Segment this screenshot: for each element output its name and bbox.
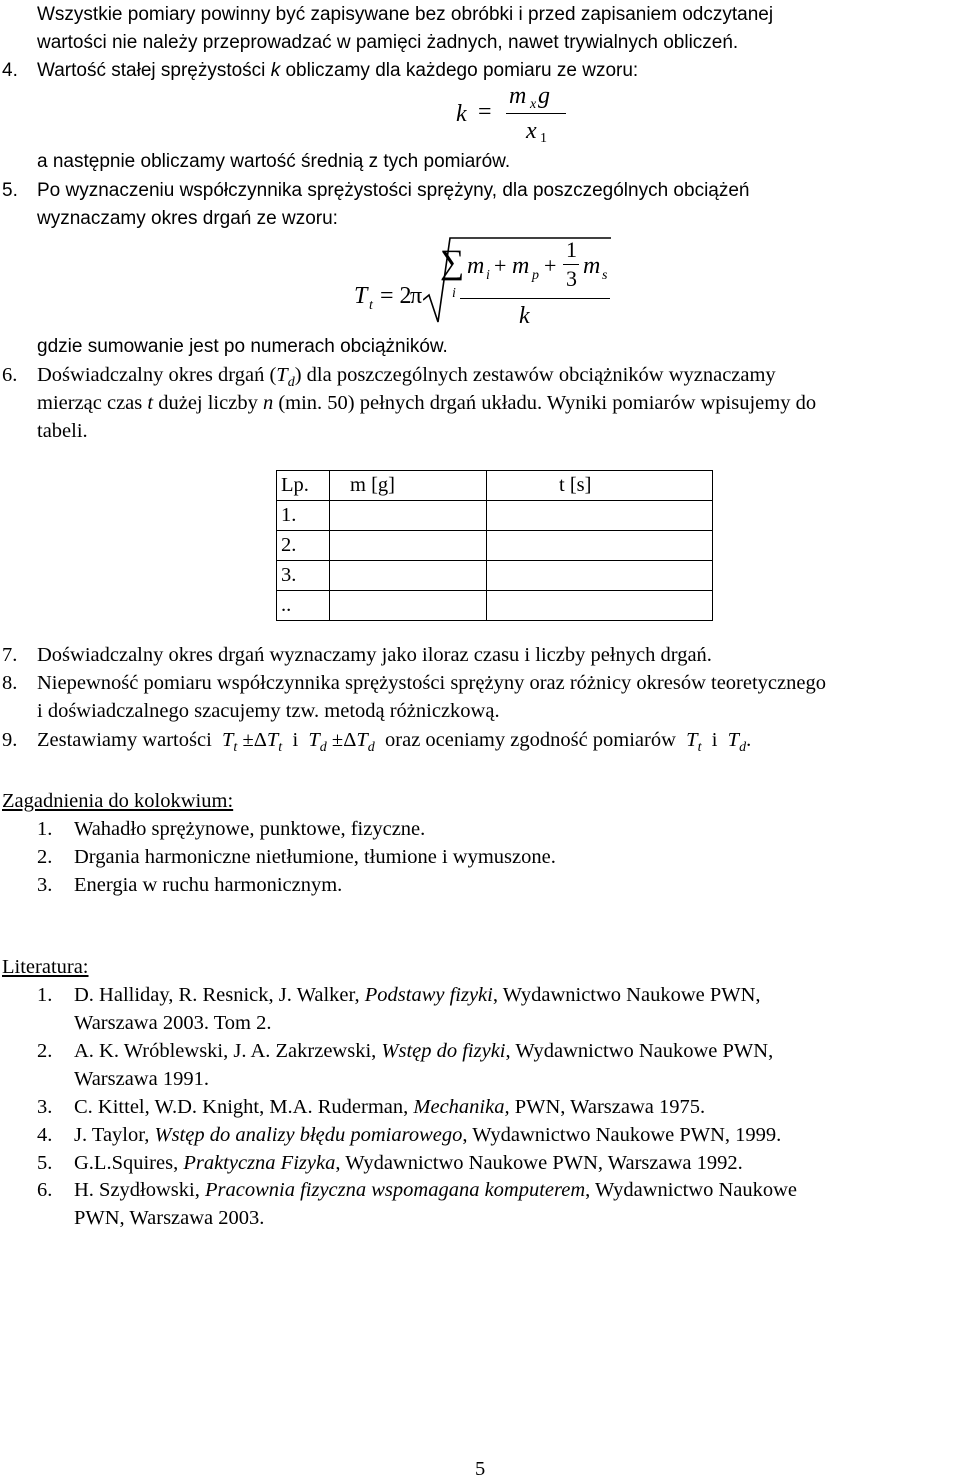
header-lp: Lp.	[277, 471, 330, 501]
table-cell	[330, 531, 487, 561]
page-number: 5	[475, 1458, 486, 1480]
step-8-line-1: Niepewność pomiaru współczynnika sprężystości sprężyny oraz różnicy okresów teoretycznego	[37, 672, 826, 694]
table-cell: ..	[277, 591, 330, 621]
table-cell	[487, 501, 713, 531]
table-cell	[487, 531, 713, 561]
step-7-number: 7.	[2, 644, 18, 666]
step-9-number: 9.	[2, 729, 18, 751]
step-4-number: 4.	[2, 60, 18, 81]
step-8-number: 8.	[2, 672, 18, 694]
step-5-line-1: Po wyznaczeniu współczynnika sprężystości sprężyny, dla poszczególnych obciążeń	[37, 180, 750, 201]
table-cell: 2.	[277, 531, 330, 561]
literature-entry: A. K. Wróblewski, J. A. Zakrzewski, Wstęp do fizyki, Wydawnictwo Naukowe PWN,	[74, 1040, 774, 1062]
fraction-bar-third	[563, 264, 579, 265]
literature-number: 1.	[37, 984, 53, 1006]
step-5-number: 5.	[2, 180, 18, 201]
question-text: Drgania harmoniczne nietłumione, tłumione i wymuszone.	[74, 846, 556, 868]
table-cell	[330, 561, 487, 591]
fraction-bar	[506, 113, 566, 114]
table-cell	[330, 591, 487, 621]
intro-line-2: wartości nie należy przeprowadzać w pamięci żadnych, nawet trywialnych obliczeń.	[37, 32, 739, 53]
intro-line-1: Wszystkie pomiary powinny być zapisywane bez obróbki i przed zapisaniem odczytanej	[37, 4, 774, 25]
table-header-row	[277, 471, 713, 501]
step-5-line-2: wyznaczamy okres drgań ze wzoru:	[37, 208, 338, 229]
question-text: Wahadło sprężynowe, punktowe, fizyczne.	[74, 818, 426, 840]
question-text: Energia w ruchu harmonicznym.	[74, 874, 343, 896]
step-7-text: Doświadczalny okres drgań wyznaczamy jako iloraz czasu i liczby pełnych drgań.	[37, 644, 712, 666]
literature-entry-cont: Warszawa 1991.	[74, 1068, 209, 1090]
table-cell	[487, 591, 713, 621]
literature-number: 3.	[37, 1096, 53, 1118]
step-4-text: Wartość stałej sprężystości k obliczamy dla każdego pomiaru ze wzoru:	[37, 60, 639, 81]
header-time: t [s]	[487, 471, 713, 501]
literature-entry: J. Taylor, Wstęp do analizy błędu pomiarowego, Wydawnictwo Naukowe PWN, 1999.	[74, 1124, 782, 1146]
step-6-line-1: Doświadczalny okres drgań $(T_d)$ dla poszczególnych zestawów obciążników wyznaczamy	[37, 364, 776, 391]
step-9-text: Zestawiamy wartości $T_t \pm\Delta T_t$ i $T_d \pm\Delta T_d$ oraz oceniamy zgodność pomiarów $T_t$ i $T_d$.	[37, 729, 752, 756]
header-mass: m [g]	[330, 471, 487, 501]
literature-entry: H. Szydłowski, Pracownia fizyczna wspomagana komputerem, Wydawnictwo Naukowe	[74, 1179, 798, 1201]
step-5-after: gdzie sumowanie jest po numerach obciążników.	[37, 336, 448, 357]
step-6-line-2: mierząc czas t dużej liczby n (min. 50) pełnych drgań układu. Wyniki pomiarów wpisujemy do	[37, 392, 817, 414]
table-cell: 1.	[277, 501, 330, 531]
literature-entry-cont: Warszawa 2003. Tom 2.	[74, 1012, 272, 1034]
literature-entry: D. Halliday, R. Resnick, J. Walker, Podstawy fizyki, Wydawnictwo Naukowe PWN,	[74, 984, 761, 1006]
fraction-bar-main	[460, 298, 610, 299]
literature-entry: G.L.Squires, Praktyczna Fizyka, Wydawnictwo Naukowe PWN, Warszawa 1992.	[74, 1152, 743, 1174]
table-cell: 3.	[277, 561, 330, 591]
question-number: 1.	[37, 818, 53, 840]
literature-number: 4.	[37, 1124, 53, 1146]
literature-number: 5.	[37, 1152, 53, 1174]
literature-title: Literatura:	[2, 956, 89, 978]
step-6-line-3: tabeli.	[37, 420, 88, 442]
questions-title: Zagadnienia do kolokwium:	[2, 790, 234, 812]
step-6-number: 6.	[2, 364, 18, 386]
table-row	[277, 591, 713, 621]
step-8-line-2: i doświadczalnego szacujemy tzw. metodą różniczkową.	[37, 700, 500, 722]
step-4-after: a następnie obliczamy wartość średnią z tych pomiarów.	[37, 151, 511, 172]
literature-number: 2.	[37, 1040, 53, 1062]
table-cell	[487, 561, 713, 591]
table-cell	[330, 501, 487, 531]
table-row	[277, 501, 713, 531]
literature-entry: C. Kittel, W.D. Knight, M.A. Ruderman, Mechanika, PWN, Warszawa 1975.	[74, 1096, 706, 1118]
literature-number: 6.	[37, 1179, 53, 1201]
literature-entry-cont: PWN, Warszawa 2003.	[74, 1207, 265, 1229]
table-row	[277, 561, 713, 591]
question-number: 2.	[37, 846, 53, 868]
table-row	[277, 531, 713, 561]
measurement-table	[276, 470, 713, 621]
question-number: 3.	[37, 874, 53, 896]
